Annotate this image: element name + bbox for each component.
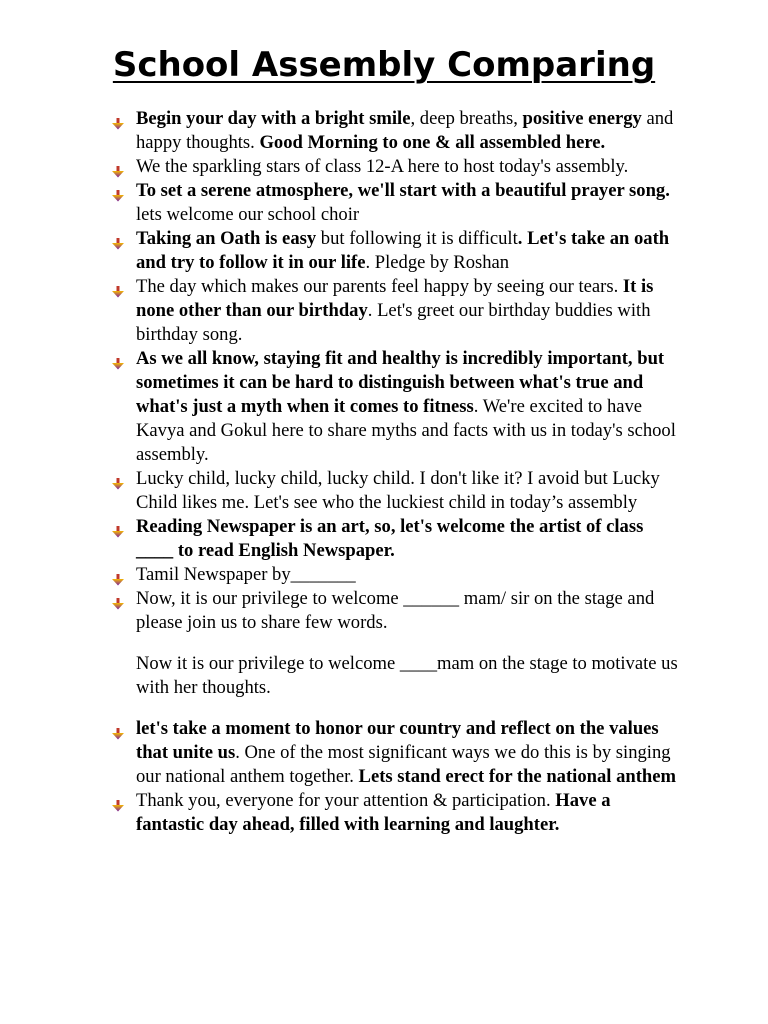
arrow-bullet-icon <box>112 473 124 485</box>
list-item <box>136 717 682 789</box>
arrow-bullet-icon <box>112 185 124 197</box>
arrow-bullet-icon <box>112 723 124 735</box>
list-item <box>136 587 682 635</box>
item-text-bold: Taking an Oath is easy <box>136 228 317 249</box>
list-item <box>136 227 682 275</box>
list-item <box>136 275 682 347</box>
item-text-bold: . Let's take an oath and try to follow it in our life <box>136 228 670 273</box>
item-text: Tamil Newspaper by_______ <box>136 564 356 585</box>
list-item <box>136 467 682 515</box>
item-text: lets welcome our school choir <box>136 204 360 225</box>
item-text: and happy thoughts. <box>136 108 674 153</box>
item-text: . Let's greet our birthday buddies with birthday song. <box>136 300 651 345</box>
item-text: . We're excited to have Kavya and Gokul here to share myths and facts with us in today's school assembly. <box>136 396 676 465</box>
item-text: . One of the most significant ways we do this is by singing our national anthem together. <box>136 742 671 787</box>
item-text: Thank you, everyone for your attention & participation. <box>136 790 556 811</box>
item-text-bold: Lets stand erect for the national anthem <box>358 766 676 787</box>
page-title: School Assembly Comparing <box>112 45 656 85</box>
item-text: We the sparkling stars of class 12-A here to host today's assembly. <box>136 156 629 177</box>
item-text-bold: Reading Newspaper is an art, so, let's welcome the artist of class ____ to read English Newspaper. <box>136 516 644 561</box>
list-item <box>136 107 682 155</box>
item-text: but following it is difficult <box>316 228 518 249</box>
item-text-bold: It is none other than our birthday <box>136 276 654 321</box>
item-text-bold: To set a serene atmosphere, we'll start with a beautiful prayer song. <box>136 180 670 201</box>
item-text-bold: Begin your day with a bright smile <box>136 108 411 129</box>
script-list <box>0 107 768 837</box>
item-text: Lucky child, lucky child, lucky child. I don't like it? I avoid but Lucky Child likes me. Let's see who the luckiest child in today’s assembly <box>136 468 660 513</box>
arrow-bullet-icon <box>112 593 124 605</box>
item-text-bold: let's take a moment to honor our country and reflect on the values that unite us <box>136 718 659 763</box>
item-text-bold: Good Morning to one & all assembled here. <box>259 132 606 153</box>
arrow-bullet-icon <box>112 353 124 365</box>
arrow-bullet-icon <box>112 233 124 245</box>
arrow-bullet-icon <box>112 521 124 533</box>
item-text-bold: Have a fantastic day ahead, filled with learning and laughter. <box>136 790 611 835</box>
item-text-bold: As we all know, staying fit and healthy is incredibly important, but sometimes it can be hard to distinguish between what's true and what's just a myth when it comes to fitness <box>136 348 665 417</box>
item-text: The day which makes our parents feel happy by seeing our tears. <box>136 276 623 297</box>
list-item <box>136 563 682 587</box>
arrow-bullet-icon <box>112 113 124 125</box>
arrow-bullet-icon <box>112 795 124 807</box>
item-text: Now, it is our privilege to welcome ______ mam/ sir on the stage and please join us to share few words. <box>136 588 655 633</box>
arrow-bullet-icon <box>112 161 124 173</box>
list-item <box>136 155 682 179</box>
indented-paragraph: Now it is our privilege to welcome ____mam on the stage to motivate us with her thoughts. <box>136 653 678 698</box>
arrow-bullet-icon <box>112 569 124 581</box>
item-text: , deep breaths, <box>410 108 523 129</box>
list-item <box>136 179 682 227</box>
item-text-bold: positive energy <box>522 108 642 129</box>
list-item <box>136 789 682 837</box>
list-item <box>136 347 682 467</box>
list-item <box>136 515 682 563</box>
item-text: . Pledge by Roshan <box>365 252 510 273</box>
arrow-bullet-icon <box>112 281 124 293</box>
